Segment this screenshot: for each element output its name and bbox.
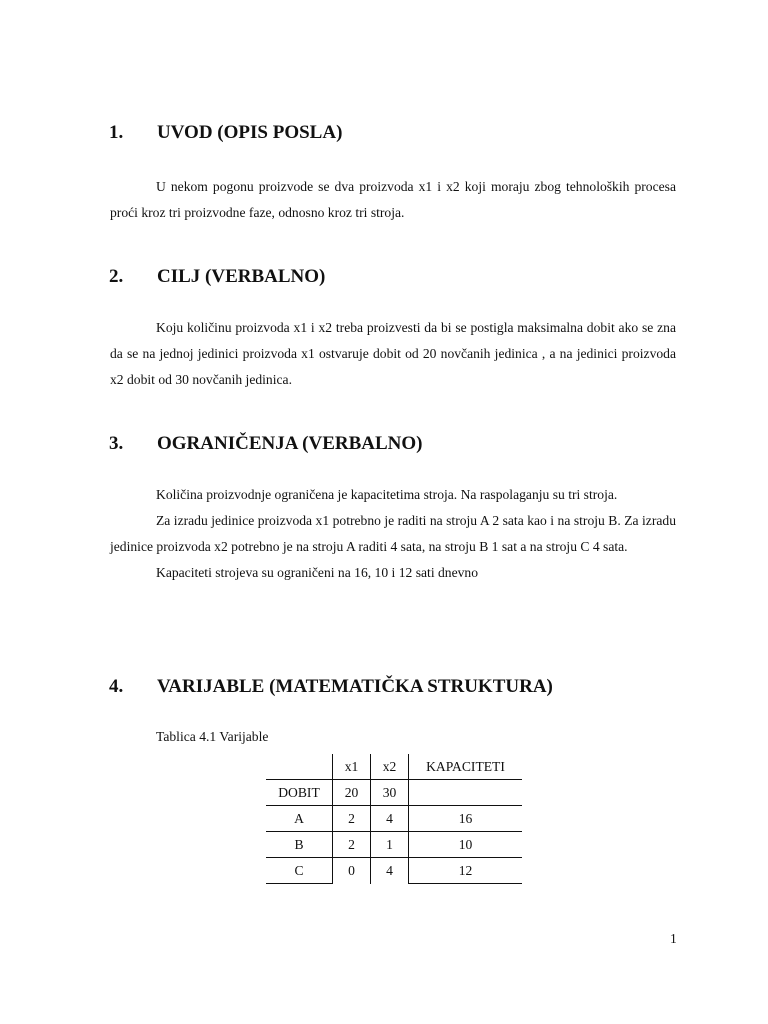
table-cell: DOBIT — [266, 780, 333, 806]
table-cell: 2 — [333, 832, 371, 858]
table-cell: 12 — [409, 858, 523, 884]
paragraph: U nekom pogonu proizvode se dva proizvoda x1 i x2 koji moraju zbog tehnoloških procesa proći kroz tri proizvodne faze, odnosno kroz tri stroja. — [110, 179, 676, 220]
section-title: OGRANIČENJA (VERBALNO) — [157, 433, 423, 454]
paragraph: Za izradu jedinice proizvoda x1 potrebno je raditi na stroju A 2 sata kao i na stroju B. Za izradu jedinice proizvoda x2 potrebno je na stroju A raditi 4 sata, na stroju B 1 sat a na stroju C 4 sata. — [110, 513, 676, 554]
table-cell: B — [266, 832, 333, 858]
table-row — [266, 806, 522, 832]
table-header-cell: x1 — [333, 754, 371, 780]
section-number: 4. — [109, 676, 124, 697]
table-cell — [409, 780, 523, 806]
section-1-body — [110, 174, 676, 226]
section-number: 1. — [109, 122, 124, 143]
section-3-heading — [109, 433, 423, 455]
paragraph: Kapaciteti strojeva su ograničeni na 16, 10 i 12 sati dnevno — [156, 565, 479, 580]
section-2-body — [110, 315, 676, 393]
table-cell: A — [266, 806, 333, 832]
table-cell: C — [266, 858, 333, 884]
table-header-cell: KAPACITETI — [409, 754, 523, 780]
table-cell: 10 — [409, 832, 523, 858]
table-cell: 4 — [371, 806, 409, 832]
table-cell: 16 — [409, 806, 523, 832]
table-header-cell — [266, 754, 333, 780]
paragraph: Koju količinu proizvoda x1 i x2 treba proizvesti da bi se postigla maksimalna dobit ako se zna da se na jednoj jedinici proizvoda x1 ostvaruje dobit od 20 novčanih jedinica , a na jedinici proizvoda x2 dobit od 30 novčanih jedinica. — [110, 320, 676, 387]
section-3-body — [110, 482, 676, 586]
section-title: VARIJABLE (MATEMATIČKA STRUKTURA) — [157, 676, 553, 697]
table-header-row — [266, 754, 522, 780]
table-caption: Tablica 4.1 Varijable — [156, 729, 269, 744]
table-cell: 2 — [333, 806, 371, 832]
table-cell: 4 — [371, 858, 409, 884]
paragraph: Količina proizvodnje ograničena je kapacitetima stroja. Na raspolaganju su tri stroja. — [156, 487, 618, 502]
table-row — [266, 858, 522, 884]
table-cell: 30 — [371, 780, 409, 806]
section-2-heading — [109, 266, 325, 288]
section-1-heading — [109, 122, 342, 144]
section-4-heading — [109, 676, 553, 698]
section-title: UVOD (OPIS POSLA) — [157, 122, 343, 143]
table-cell: 1 — [371, 832, 409, 858]
section-title: CILJ (VERBALNO) — [157, 266, 326, 287]
section-number: 3. — [109, 433, 124, 454]
table-cell: 20 — [333, 780, 371, 806]
section-number: 2. — [109, 266, 124, 287]
table-row — [266, 780, 522, 806]
table-header-cell: x2 — [371, 754, 409, 780]
variables-table — [266, 754, 522, 884]
page-number: 1 — [670, 931, 677, 946]
table-cell: 0 — [333, 858, 371, 884]
table-row — [266, 832, 522, 858]
